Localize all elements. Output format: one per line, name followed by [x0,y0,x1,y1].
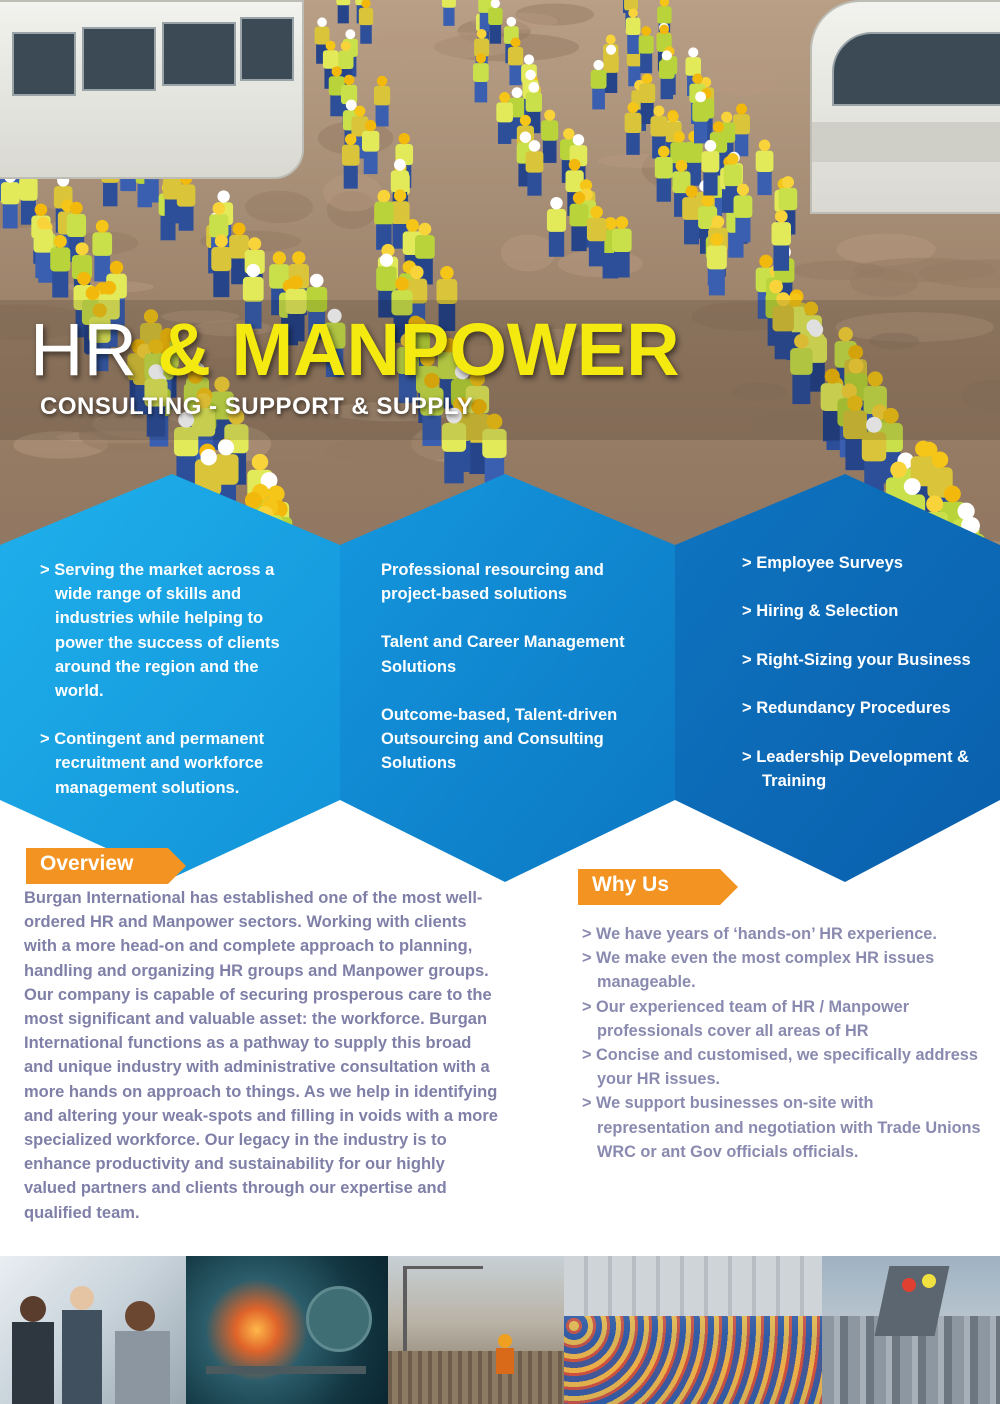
title-main: & MANPOWER [157,308,680,391]
why-us-list [582,922,982,1164]
why-us-item: > Concise and customised, we specifically address your HR issues. [582,1046,978,1089]
left-item-2: > Contingent and permanent recruitment and workforce management solutions. [40,730,265,797]
overview-heading: Overview [40,852,134,875]
overview-tag [26,848,188,884]
why-us-item: > Our experienced team of HR / Manpower professionals cover all areas of HR [582,997,910,1040]
column-right [742,551,992,817]
construction-site-photo [388,1256,564,1404]
column-left [40,558,310,800]
workforce-group-photo [564,1256,822,1404]
left-item-1: > Serving the market across a wide range of skills and industries while helping to power the success of clients around the region and the world. [40,561,280,701]
skyscraper-workers-photo [822,1256,1000,1404]
right-item-1: > Employee Surveys [742,554,903,572]
right-item-3: > Right-Sizing your Business [742,650,971,669]
why-us-item: > We have years of ‘hands-on’ HR experience. [582,925,937,943]
hero-subtitle: CONSULTING - SUPPORT & SUPPLY [40,393,474,420]
column-middle [381,558,666,775]
hero-title [30,310,680,390]
bus-left [0,0,304,179]
overview-body: Burgan International has established one of the most well-ordered HR and Manpower sectors. Working with clients with a more head-on and complete approach to planning, handling and organizing HR groups and Manpower groups. Our company is capable of securing prosperous care to the most significant and valuable asset: the workforce. Burgan International functions as a pathway to supply this broad and unique industry with administrative consultation with a more hands on approach to things. As we help in identifying and altering your weak-spots and filling in voids with a more specialized workforce. Our legacy in the industry is to enhance productivity and sustainability for our highly valued partners and clients through our expertise and qualified team. [24,889,498,1222]
right-item-4: > Redundancy Procedures [742,699,951,718]
why-us-heading: Why Us [592,873,670,896]
middle-item-1: Professional resourcing and project-based solutions [381,561,604,604]
right-item-2: > Hiring & Selection [742,602,899,621]
middle-item-3: Outcome-based, Talent-driven Outsourcing and Consulting Solutions [381,705,618,773]
middle-item-2: Talent and Career Management Solutions [381,633,625,676]
why-us-item: > We make even the most complex HR issues manageable. [582,949,935,992]
right-item-5: > Leadership Development & Training [742,747,969,790]
underwater-welding-photo [186,1256,388,1404]
why-us-tag [578,869,740,905]
office-meeting-photo [0,1256,186,1404]
bus-right [810,0,1000,214]
why-us-item: > We support businesses on-site with representation and negotiation with Trade Unions WRC or ant Gov officials officials. [582,1094,981,1161]
title-prefix: HR [30,308,158,391]
photo-strip [0,1256,1000,1404]
